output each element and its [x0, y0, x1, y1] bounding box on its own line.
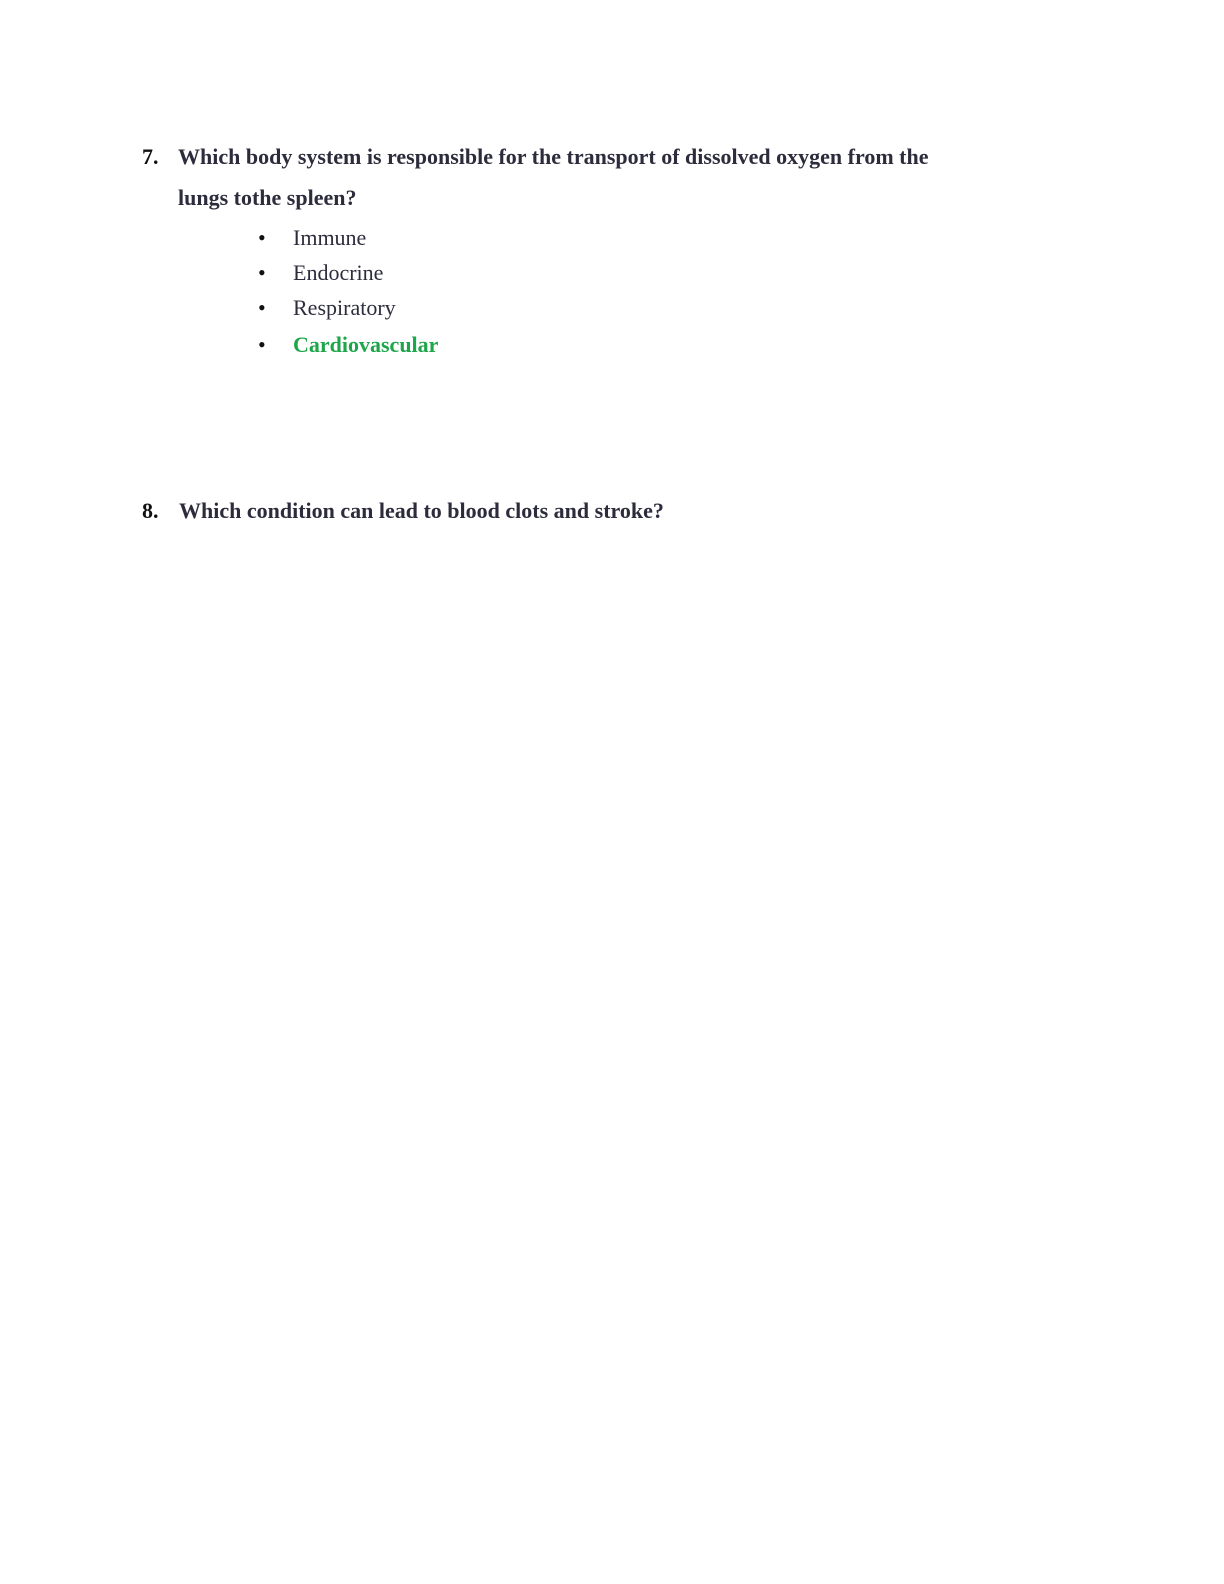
- bullet-icon: •: [258, 332, 266, 357]
- question-8-line: [142, 490, 1042, 531]
- answer-option-label: Endocrine: [293, 260, 384, 285]
- question-text: Which condition can lead to blood clots and stroke?: [179, 498, 664, 523]
- bullet-icon: •: [258, 295, 266, 320]
- question-number: 7.: [142, 144, 159, 169]
- question-7-line: [142, 136, 1042, 177]
- question-8: [142, 490, 1042, 531]
- question-text: Which body system is responsible for the transport of dissolved oxygen from the: [178, 144, 929, 169]
- answer-options-list: [142, 220, 1042, 365]
- bullet-icon: •: [258, 260, 266, 285]
- answer-option: [142, 290, 1042, 325]
- question-text-continuation: lungs tothe spleen?: [178, 185, 357, 210]
- answer-option: [142, 255, 1042, 290]
- bullet-icon: •: [258, 225, 266, 250]
- answer-option: [142, 220, 1042, 255]
- question-7: [142, 136, 1042, 365]
- answer-option-correct: [142, 325, 1042, 365]
- question-number: 8.: [142, 498, 159, 523]
- answer-option-label: Respiratory: [293, 295, 396, 320]
- answer-option-label: Immune: [293, 225, 367, 250]
- answer-option-label: Cardiovascular: [293, 332, 439, 357]
